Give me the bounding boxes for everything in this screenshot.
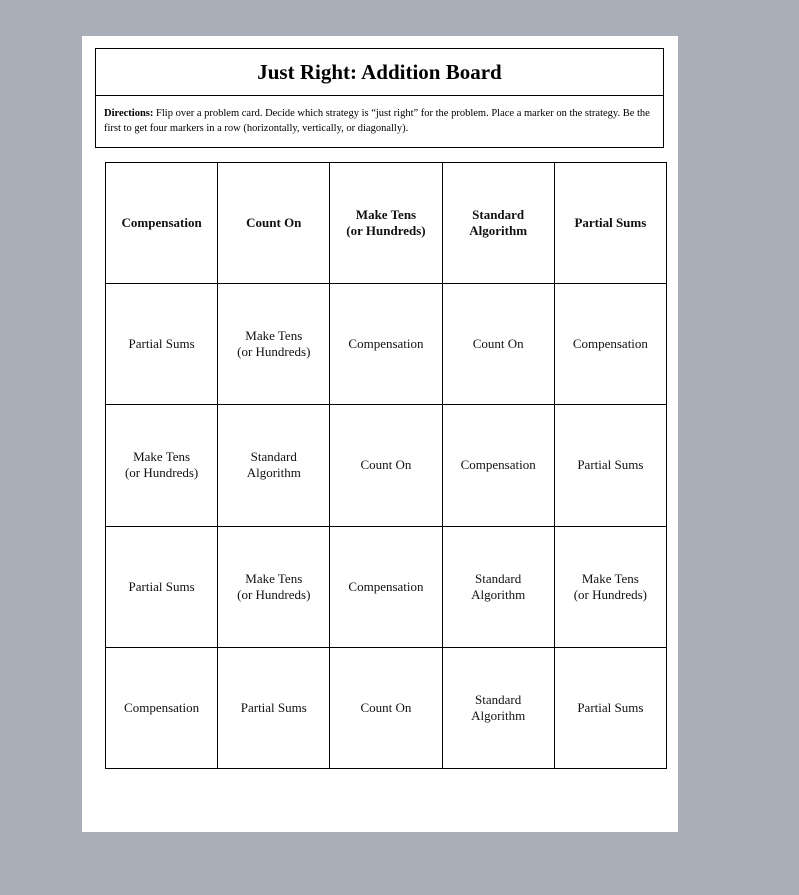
board-row — [106, 526, 667, 647]
board-cell: Partial Sums — [554, 405, 666, 526]
board-cell: Standard Algorithm — [442, 647, 554, 768]
board-row — [106, 647, 667, 768]
directions-text: Flip over a problem card. Decide which strategy is “just right” for the problem. Place a marker on the strategy. Be the first to get four markers in a row (horizontally, vertically, or diagonally). — [104, 108, 650, 134]
board-cell: Standard Algorithm — [442, 163, 554, 284]
board-cell: Partial Sums — [106, 526, 218, 647]
board-row — [106, 284, 667, 405]
board-row — [106, 163, 667, 284]
board-cell: Count On — [218, 163, 330, 284]
board-cell: Compensation — [330, 284, 442, 405]
board-cell: Make Tens (or Hundreds) — [218, 284, 330, 405]
board-cell: Count On — [330, 405, 442, 526]
board-cell: Partial Sums — [106, 284, 218, 405]
board-cell: Count On — [330, 647, 442, 768]
board-cell: Partial Sums — [554, 647, 666, 768]
board-cell: Count On — [442, 284, 554, 405]
directions — [95, 96, 664, 148]
board-cell: Make Tens (or Hundreds) — [218, 526, 330, 647]
board-cell: Compensation — [330, 526, 442, 647]
board-cell: Make Tens (or Hundreds) — [106, 405, 218, 526]
board-cell: Standard Algorithm — [218, 405, 330, 526]
page-title: Just Right: Addition Board — [95, 48, 664, 96]
board-row — [106, 405, 667, 526]
board-cell: Compensation — [442, 405, 554, 526]
board-cell: Compensation — [554, 284, 666, 405]
board-cell: Make Tens (or Hundreds) — [330, 163, 442, 284]
board-cell: Partial Sums — [554, 163, 666, 284]
addition-board — [105, 162, 667, 769]
board-cell: Make Tens (or Hundreds) — [554, 526, 666, 647]
board-cell: Standard Algorithm — [442, 526, 554, 647]
board-cell: Compensation — [106, 163, 218, 284]
board-cell: Compensation — [106, 647, 218, 768]
document-page — [82, 36, 678, 832]
board-cell: Partial Sums — [218, 647, 330, 768]
directions-label: Directions: — [104, 108, 154, 119]
